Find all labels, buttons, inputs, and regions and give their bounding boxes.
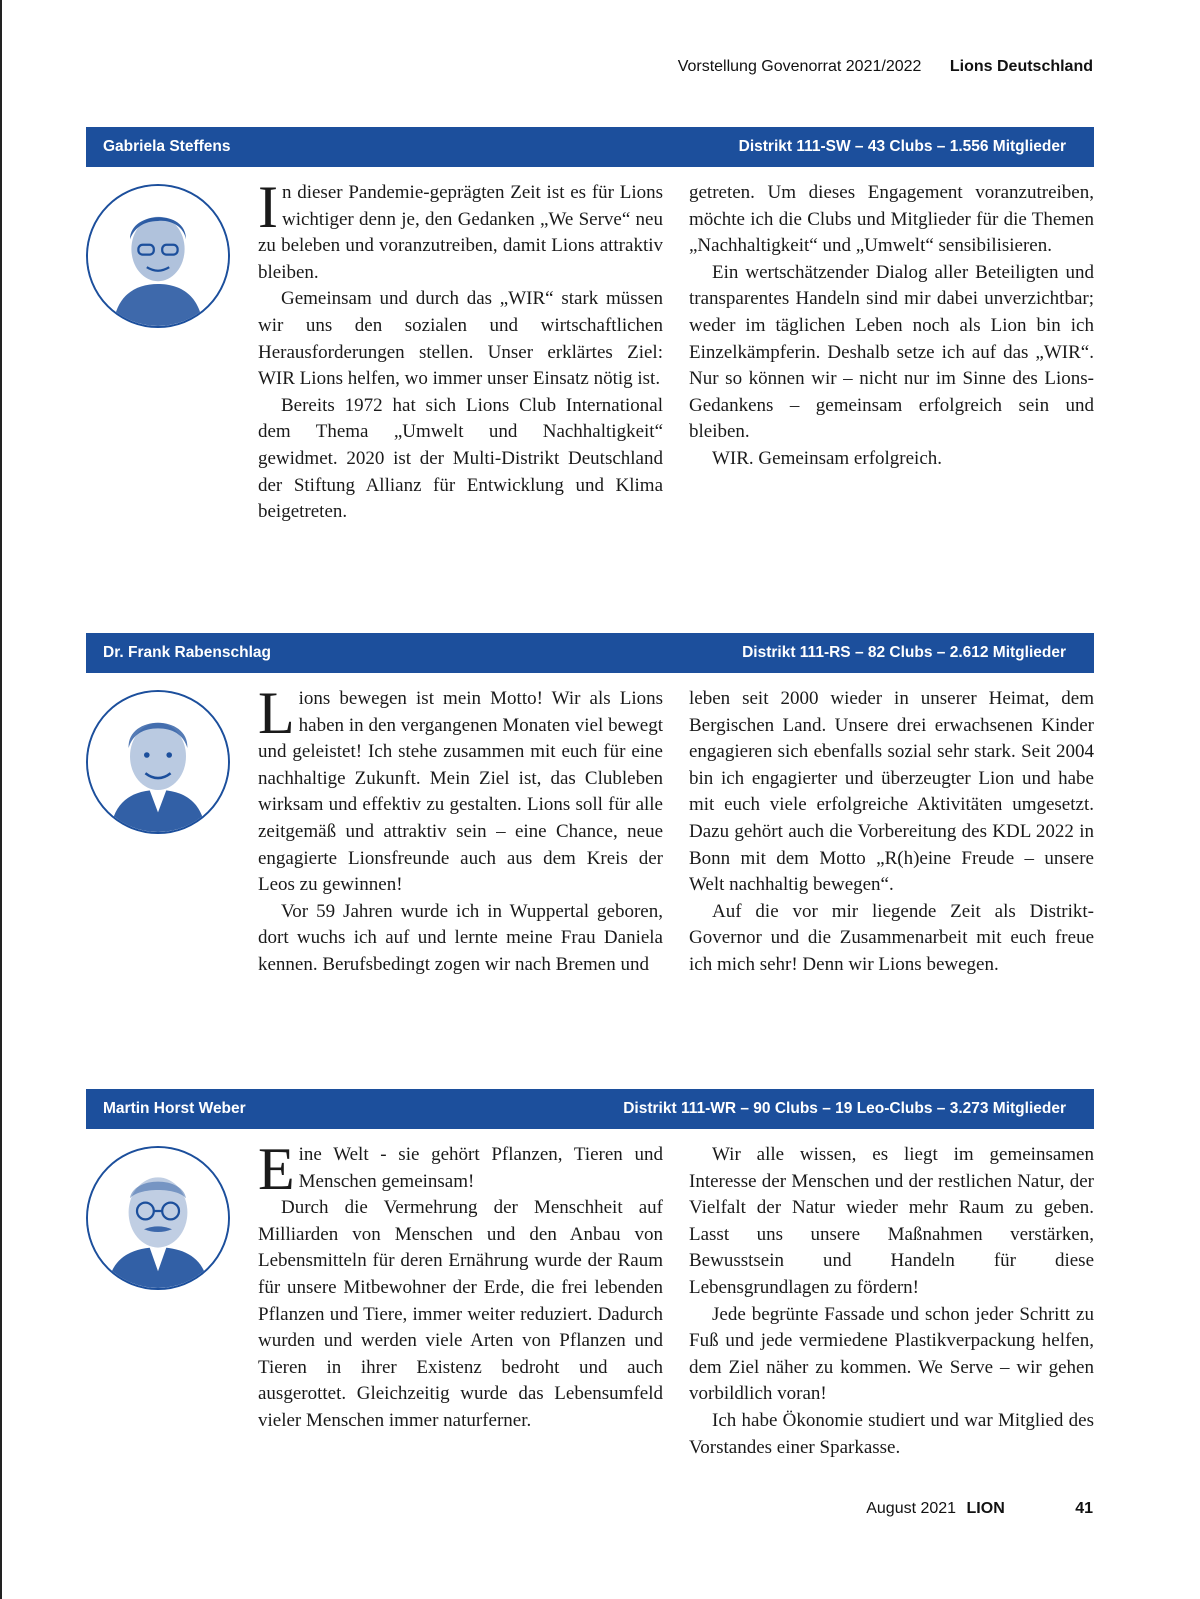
profile-bar [86,1089,1094,1129]
footer-date: August 2021 [866,1500,957,1517]
paragraph: Gemeinsam und durch das „WIR“ stark müssen wir uns den sozialen und wirtschaftlichen Herausforderungen stellen. Unser erklärtes Ziel: WIR Lions helfen, wo immer unser Einsatz nötig ist. [258,288,663,390]
profile-bar [86,633,1094,673]
profile-district: Distrikt 111-RS – 82 Clubs – 2.612 Mitglieder [742,644,1066,661]
paragraph: Durch die Vermehrung der Menschheit auf Milliarden von Menschen und den Anbau von Lebensmitteln für deren Ernährung wurde der Raum für unsere Mitbewohner der Erde, die frei lebenden Pflanzen und Tiere, immer weiter reduziert. Dadurch wurden und werden viele Arten von Pflanzen und Tieren in ihrer Existenz bedroht und auch ausgerottet. Gleichzeitig wurde das Lebensumfeld vieler Menschen immer naturferner. [258,1197,663,1431]
header-title: Vorstellung Govenorrat 2021/2022 [677,58,922,75]
profile-name: Dr. Frank Rabenschlag [103,644,271,661]
page-edge [0,0,2,1599]
drop-cap: L [258,680,295,746]
text-column-left [258,680,663,979]
running-head [678,58,1093,76]
portrait-photo-icon [86,1146,230,1290]
paragraph: Auf die vor mir liegende Zeit als Distrikt-Governor und die Zusammenarbeit mit euch freue ich mich sehr! Denn wir Lions bewegen. [689,900,1094,975]
profile-bar [86,127,1094,167]
text-column-right [689,180,1094,473]
profile-name: Gabriela Steffens [103,138,231,155]
paragraph: ine Welt - sie gehört Pflanzen, Tieren und Menschen gemeinsam! [298,1144,663,1192]
paragraph: Ein wertschätzender Dialog aller Beteiligten und transparentes Handeln sind mir dabei unverzichtbar; weder im täglichen Leben noch als Lion bin ich Einzelkämpferin. Deshalb setze ich auf das „WIR“. Nur so können wir – nicht nur im Sinne des Lions-Gedankens – gemeinsam erfolgreich sein und bleiben. [689,261,1094,443]
paragraph: getreten. Um dieses Engagement voranzutreiben, möchte ich die Clubs und Mitglieder für die Themen „Nachhaltigkeit“ und „Umwelt“ sensibilisieren. [689,182,1094,257]
paragraph: Vor 59 Jahren wurde ich in Wuppertal geboren, dort wuchs ich auf und lernte meine Frau Daniela kennen. Berufsbedingt zogen wir nach Bremen und [258,900,663,975]
text-column-right [689,1142,1094,1461]
paragraph: leben seit 2000 wieder in unserer Heimat, dem Bergischen Land. Unsere drei erwachsenen Kinder engagieren sich ebenfalls sozial sehr stark. Seit 2004 bin ich engagierter und überzeugter Lion und habe mit euch viele erfolgreiche Aktivitäten umgesetzt. Dazu gehört auch die Vorbereitung des KDL 2022 in Bonn mit dem Motto „R(h)eine Freude – unsere Welt nachhaltig bewegen“. [689,688,1094,896]
paragraph: Bereits 1972 hat sich Lions Club International dem Thema „Umwelt und Nachhaltigkeit“ gewidmet. 2020 ist der Multi-Distrikt Deutschland der Stiftung Allianz für Entwicklung und Klima beigetreten. [258,394,663,523]
drop-cap: I [258,174,278,240]
text-column-right [689,686,1094,979]
paragraph: Jede begrünte Fassade und schon jeder Schritt zu Fuß und jede vermiedene Plastikverpackung helfen, dem Ziel näher zu kommen. We Serve – wir gehen vorbildlich voran! [689,1303,1094,1405]
profile-name: Martin Horst Weber [103,1100,246,1117]
header-publication: Lions Deutschland [949,58,1093,75]
page-number: 41 [1075,1500,1093,1517]
profile-section-steffens [86,127,1094,527]
text-column-left [258,1136,663,1435]
profile-district: Distrikt 111-WR – 90 Clubs – 19 Leo-Clubs – 3.273 Mitglieder [623,1100,1066,1117]
portrait-photo-icon [86,690,230,834]
profile-section-weber [86,1089,1094,1459]
profile-section-rabenschlag [86,633,1094,1003]
paragraph: Ich habe Ökonomie studiert und war Mitglied des Vorstandes einer Sparkasse. [689,1409,1094,1458]
paragraph: WIR. Gemeinsam erfolgreich. [712,447,943,469]
page-footer [866,1500,1093,1518]
paragraph: n dieser Pandemie-geprägten Zeit ist es für Lions wichtiger denn je, den Gedanken „We Serve“ neu zu beleben und voranzutreiben, damit Lions attraktiv bleiben. [258,182,663,283]
paragraph: Wir alle wissen, es liegt im gemeinsamen Interesse der Menschen und der restlichen Natur, der Vielfalt der Natur wieder mehr Raum zu geben. Lasst uns unsere Maßnahmen verstärken, Bewusstsein und Handeln für diese Lebensgrundlagen zu fördern! [689,1144,1094,1298]
drop-cap: E [258,1136,295,1202]
footer-magazine: LION [966,1500,1005,1517]
portrait-photo-icon [86,184,230,328]
profile-district: Distrikt 111-SW – 43 Clubs – 1.556 Mitglieder [738,138,1066,155]
paragraph: ions bewegen ist mein Motto! Wir als Lions haben in den vergangenen Monaten viel bewegt und geleistet! Ich stehe zusammen mit euch für eine nachhaltige Zukunft. Mein Ziel ist, das Clubleben wirksam und effektiv zu gestalten. Lions soll für alle zeitgemäß und attraktiv sein – eine Chance, neue engagierte Lionsfreunde auch aus dem Kreis der Leos zu gewinnen! [258,688,663,896]
text-column-left [258,174,663,526]
